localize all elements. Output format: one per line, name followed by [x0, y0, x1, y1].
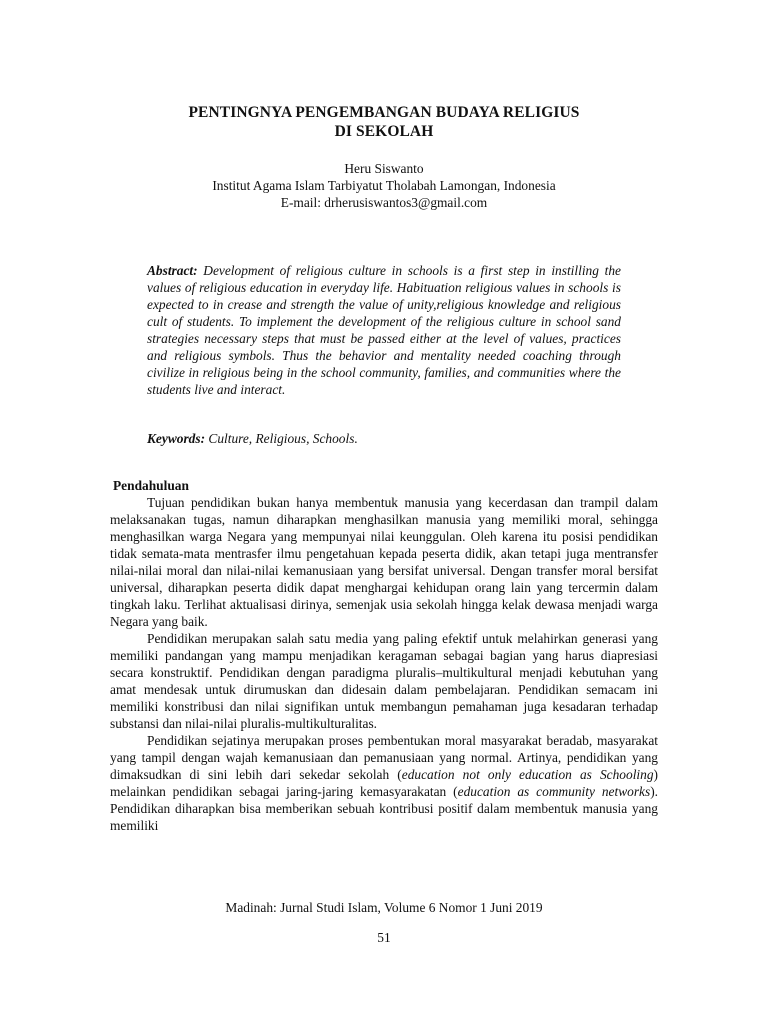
- page-number: 51: [377, 930, 391, 945]
- author-name: Heru Siswanto: [344, 161, 424, 176]
- paragraph-3-text-a: Pendidikan sejatinya merupakan proses pembentukan moral masyarakat beradab, masyarakat yang tampil dengan wajah kemanusiaan dan pemanusiaan yang normal. Artinya, pendidikan yang dimaksudkan di sini lebih dari sekedar sekolah (: [110, 733, 658, 782]
- title-line-2: DI SEKOLAH: [334, 123, 434, 140]
- author-affiliation: Institut Agama Islam Tarbiyatut Tholabah Lamongan, Indonesia: [212, 178, 556, 193]
- paper-title: [110, 103, 658, 141]
- keywords: [147, 430, 621, 447]
- paragraph-3-italic-b: education as community networks: [457, 784, 651, 799]
- journal-footer: Madinah: Jurnal Studi Islam, Volume 6 Nomor 1 Juni 2019: [225, 900, 543, 915]
- abstract-label: Abstract:: [147, 263, 198, 278]
- paragraph-3-italic-a: education not only education as Schooling: [401, 767, 654, 782]
- paragraph-2: Pendidikan merupakan salah satu media yang paling efektif untuk melahirkan generasi yang memiliki pandangan yang mampu menjadikan keragaman sebagai bagian yang harus diapresiasi secara konstruktif. Pendidikan dengan paradigma pluralis–multikultural menjadi kebutuhan yang amat mendesak untuk dirumuskan dan didesain dalam pembelajaran. Pendidikan semacam ini memiliki konstribusi dan nilai signifikan untuk membangun pemahaman juga kesadaran terhadap substansi dan nilai-nilai pluralis-multikulturalitas.: [110, 631, 658, 731]
- paragraph-3-text-b: ) melainkan pendidikan sebagai jaring-jaring kemasyarakatan (: [110, 767, 658, 799]
- author-email: E-mail: drherusiswantos3@gmail.com: [280, 195, 488, 210]
- keywords-text: Culture, Religious, Schools.: [208, 431, 358, 446]
- keywords-label: Keywords:: [147, 431, 206, 446]
- title-line-1: PENTINGNYA PENGEMBANGAN BUDAYA RELIGIUS: [188, 104, 580, 121]
- author-block: [110, 160, 658, 211]
- section-heading: Pendahuluan: [113, 478, 189, 493]
- paragraph-3: [110, 732, 658, 834]
- paragraph-3-text-c: ). Pendidikan diharapkan bisa memberikan sebuah kontribusi positif dalam membentuk manusia yang memiliki: [110, 784, 659, 833]
- paragraph-1: Tujuan pendidikan bukan hanya membentuk manusia yang kecerdasan dan trampil dalam melaksanakan tugas, namun diharapkan menghasilkan manusia yang memiliki moral, sehingga menghasilkan warga Negara yang mempunyai nilai keunggulan. Oleh karena itu posisi pendidikan tidak semata-mata mentrasfer ilmu pengetahuan kepada peserta didik, akan tetapi juga mentransfer nilai-nilai moral dan nilai-nilai kemanusiaan yang bersifat universal. Dengan transfer moral bersifat universal, diharapkan peserta didik dapat menghargai kehidupan orang lain yang tercermin dalam tingkah laku. Terlihat aktualisasi dirinya, semenjak usia sekolah hingga kelak dewasa menjadi warga Negara yang baik.: [110, 495, 658, 629]
- abstract: [147, 262, 621, 398]
- abstract-text: Development of religious culture in schools is a first step in instilling the values of religious education in everyday life. Habituation religious values in schools is expected to in crease and strength the value of unity,religious knowledge and religious cult of students. To implement the development of the religious culture in school sand strategies necessary steps that must be passed either at the level of values, practices and religious symbols. Thus the behavior and mentality needed coaching through civilize in religious being in the school community, families, and communities where the students live and interact.: [147, 263, 621, 397]
- body-text: [110, 494, 658, 834]
